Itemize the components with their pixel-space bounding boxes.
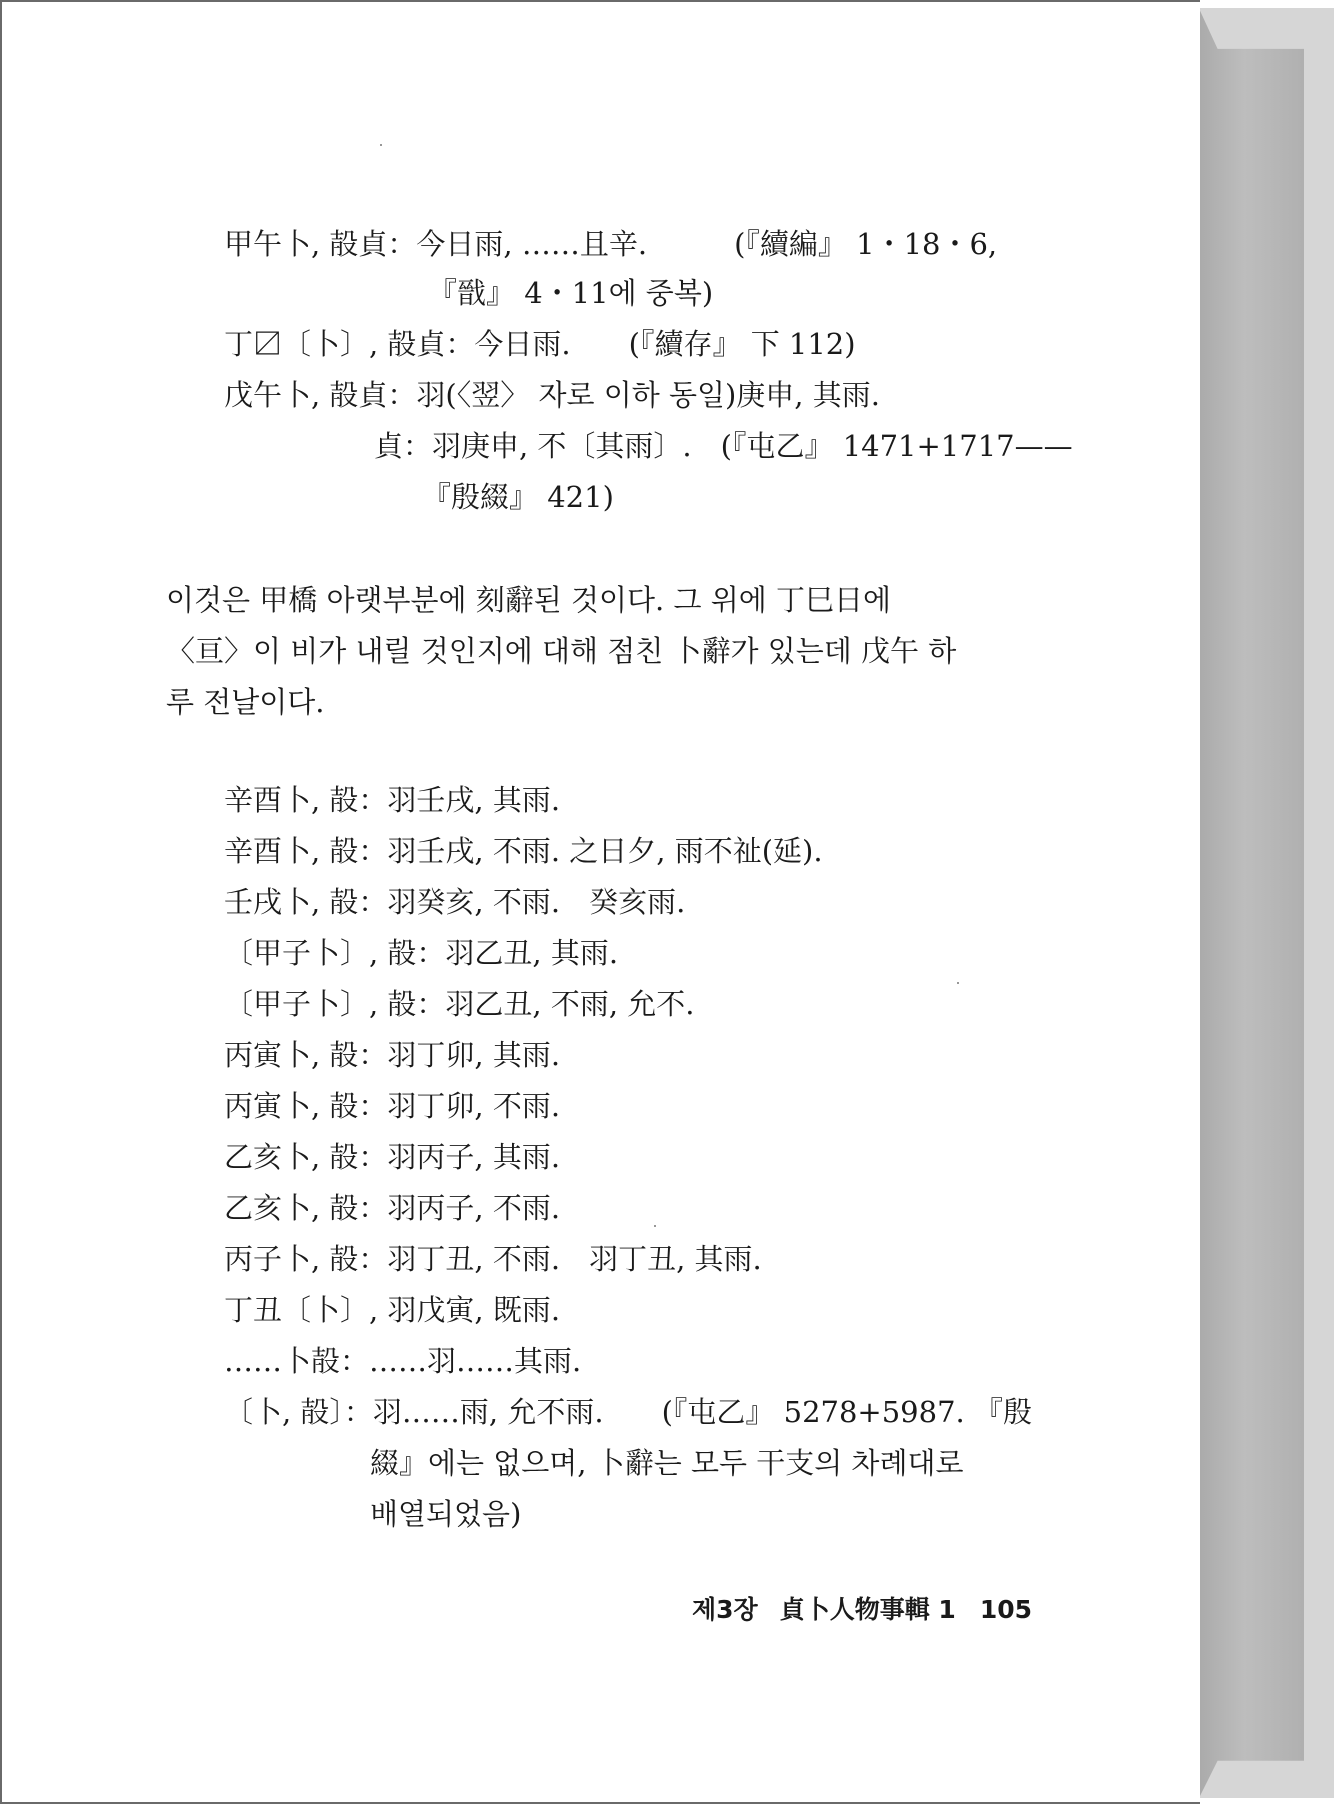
inscription-line: ……卜㱿：……羽……其雨. xyxy=(224,1344,582,1378)
inscription-line: 甲午卜, 㱿貞：今日雨, ……且辛. (『續編』 1・18・6, xyxy=(224,227,998,261)
paragraph-line: 이것은 甲橋 아랫부분에 刻辭된 것이다. 그 위에 丁巳日에 xyxy=(166,583,891,617)
inscription-line: 丙子卜, 㱿：羽丁丑, 不雨. 羽丁丑, 其雨. xyxy=(224,1242,762,1276)
citation-continuation: 綴』에는 없으며, 卜辭는 모두 干支의 차례대로 xyxy=(370,1446,964,1480)
print-speck xyxy=(957,982,959,984)
print-speck xyxy=(654,1225,656,1227)
inscription-line: 〔卜, 㱿〕：羽……雨, 允不雨. (『屯乙』 5278+5987. 『殷 xyxy=(224,1395,1032,1429)
inscription-line: 壬戌卜, 㱿：羽癸亥, 不雨. 癸亥雨. xyxy=(224,885,686,919)
inscription-line: 丙寅卜, 㱿：羽丁卯, 不雨. xyxy=(224,1089,561,1123)
inscription-line: 〔甲子卜〕, 㱿：羽乙丑, 其雨. xyxy=(224,936,619,970)
inscription-line: 丙寅卜, 㱿：羽丁卯, 其雨. xyxy=(224,1038,561,1072)
running-footer xyxy=(692,1590,1032,1626)
citation-continuation: 배열되었음) xyxy=(370,1497,522,1531)
inscription-line: 辛酉卜, 㱿：羽壬戌, 不雨. 之日夕, 雨不祉(延). xyxy=(224,834,823,868)
citation-continuation: 『戩』 4・11에 중복) xyxy=(428,276,714,310)
print-speck xyxy=(380,144,382,146)
inscription-line: 貞：羽庚申, 不〔其雨〕. (『屯乙』 1471+1717—— xyxy=(374,429,1073,463)
inscription-line: 戊午卜, 㱿貞：羽(〈翌〉 자로 이하 동일)庚申, 其雨. xyxy=(224,378,880,412)
inscription-line: 丁丑〔卜〕, 羽戊寅, 既雨. xyxy=(224,1293,561,1327)
paragraph-line: 루 전날이다. xyxy=(166,685,325,719)
inscription-line: 乙亥卜, 㱿：羽丙子, 其雨. xyxy=(224,1140,561,1174)
page-edge xyxy=(1196,2,1304,1804)
paragraph-line: 〈亘〉이 비가 내릴 것인지에 대해 점친 卜辭가 있는데 戊午 하 xyxy=(166,634,957,668)
inscription-line: 辛酉卜, 㱿：羽壬戌, 其雨. xyxy=(224,783,561,817)
footer-chapter: 제3장 xyxy=(692,1595,758,1624)
citation-continuation: 『殷綴』 421) xyxy=(422,480,614,514)
inscription-line: 乙亥卜, 㱿：羽丙子, 不雨. xyxy=(224,1191,561,1225)
inscription-line: 〔甲子卜〕, 㱿：羽乙丑, 不雨, 允不. xyxy=(224,987,695,1021)
page-number: 105 xyxy=(979,1595,1032,1624)
inscription-line: 丁〼〔卜〕, 㱿貞：今日雨. (『續存』 下 112) xyxy=(224,327,856,361)
footer-title: 貞卜人物事輯 1 xyxy=(779,1595,956,1624)
